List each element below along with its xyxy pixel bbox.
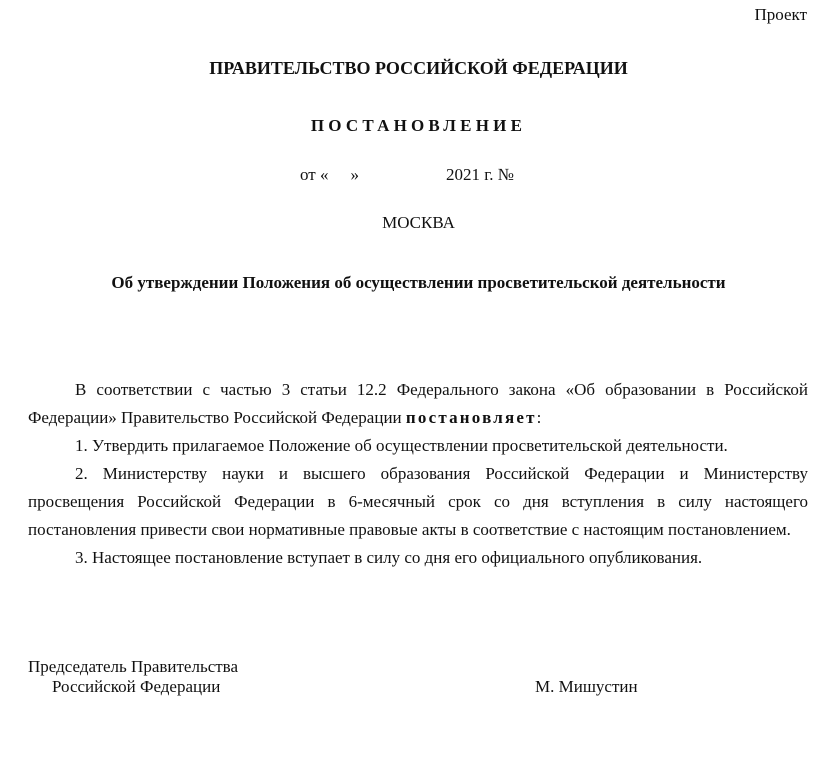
signatory-position-line2: Российской Федерации xyxy=(52,677,221,696)
date-prefix: от « xyxy=(300,165,329,184)
decree-item-1: 1. Утвердить прилагаемое Положение об осуществлении просветительской деятельности. xyxy=(75,436,728,455)
decree-item-2: 2. Министерству науки и высшего образования Российской Федерации и Министерству просвещения Российской Федерации в 6-месячный срок со дня вступления в силу настоящего постановления привести свои нормативные правовые акты в соответствие с настоящим постановлением. xyxy=(28,464,808,539)
draft-stamp: Проект xyxy=(754,5,807,24)
preamble-colon: : xyxy=(536,408,542,427)
preamble-keyword: постановляет xyxy=(405,408,537,427)
decree-item-3: 3. Настоящее постановление вступает в силу со дня его официального опубликования. xyxy=(75,548,703,567)
preamble-text: В соответствии с частью 3 статьи 12.2 Федерального закона «Об образовании в Российской Федерации» Правительство Российской Федерации xyxy=(28,380,808,427)
city-name: МОСКВА xyxy=(382,213,455,232)
decree-type-title: ПОСТАНОВЛЕНИЕ xyxy=(310,116,527,135)
preamble-paragraph xyxy=(28,376,808,432)
date-year-number: 2021 г. № xyxy=(445,165,514,184)
decree-body xyxy=(28,376,808,572)
decree-subject: Об утверждении Положения об осуществлении просветительской деятельности xyxy=(111,273,726,292)
signatory-name: М. Мишустин xyxy=(535,677,638,696)
government-title: ПРАВИТЕЛЬСТВО РОССИЙСКОЙ ФЕДЕРАЦИИ xyxy=(209,58,628,78)
date-quote-close: » xyxy=(350,165,359,184)
signatory-position-line1: Председатель Правительства xyxy=(28,657,239,676)
decree-date-line xyxy=(300,166,514,183)
